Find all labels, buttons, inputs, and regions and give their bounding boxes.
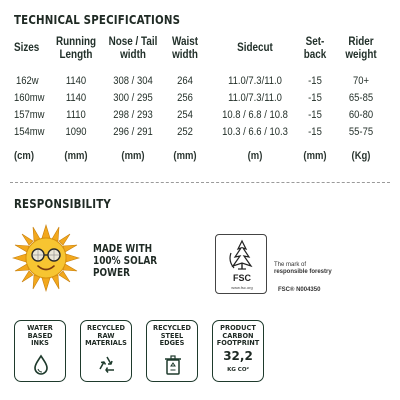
- unit-waist: (mm): [173, 150, 197, 162]
- header-rider-weight: Rider weight: [345, 36, 377, 61]
- unit-running-length: (mm): [64, 150, 88, 162]
- cell-nose-tail: 298 / 293: [113, 109, 153, 121]
- cell-running-length: 1110: [66, 109, 86, 121]
- cell-rider-weight: 60-80: [348, 109, 374, 121]
- fsc-logo: [215, 234, 267, 294]
- fsc-url: www.fsc.org: [231, 285, 253, 290]
- header-nose-tail-width: Nose / Tail width: [108, 36, 158, 61]
- cell-sidecut: 10.8 / 6.8 / 10.8: [222, 109, 288, 121]
- fsc-license-code: FSC® N004350: [278, 287, 321, 293]
- unit-sizes: (cm): [14, 150, 34, 162]
- cell-running-length: 1140: [65, 92, 87, 104]
- cell-sidecut: 11.0/7.3/11.0: [228, 75, 282, 87]
- badge-recycled-raw-materials: [80, 320, 132, 382]
- carbon-footprint-value: 32,2: [223, 349, 253, 363]
- water-drop-icon: [29, 353, 53, 377]
- cell-running-length: 1090: [65, 126, 87, 138]
- carbon-footprint-unit: KG CO²: [227, 367, 249, 373]
- cell-size: 154mw: [14, 126, 45, 138]
- header-setback: Set- back: [303, 36, 327, 61]
- cell-waist: 252: [177, 126, 193, 138]
- unit-setback: (mm): [303, 150, 327, 162]
- fsc-tree-icon: [216, 235, 268, 295]
- recycle-icon: [95, 353, 119, 377]
- unit-nose-tail: (mm): [121, 150, 145, 162]
- header-sidecut: Sidecut: [237, 42, 273, 54]
- cell-sidecut: 10.3 / 6.6 / 10.3: [222, 126, 288, 138]
- solar-line-2: 100% SOLAR: [93, 255, 158, 267]
- badge-label: RECYCLED RAW MATERIALS: [85, 324, 127, 348]
- solar-line-1: MADE WITH: [93, 243, 153, 255]
- cell-waist: 254: [177, 109, 193, 121]
- cell-setback: -15: [308, 75, 322, 87]
- cell-size: 160mw: [14, 92, 45, 104]
- cell-rider-weight: 55-75: [348, 126, 374, 138]
- badge-carbon-footprint: [212, 320, 264, 382]
- technical-specifications-title: TECHNICAL SPECIFICATIONS: [14, 12, 181, 27]
- badge-label: WATER BASED INKS: [27, 324, 53, 348]
- unit-rider-weight: (Kg): [351, 150, 371, 162]
- cell-size: 157mw: [14, 109, 45, 121]
- cell-rider-weight: 65-85: [348, 92, 374, 104]
- badge-label: RECYCLED STEEL EDGES: [153, 324, 191, 348]
- cell-setback: -15: [308, 126, 322, 138]
- cell-size: 162w: [16, 75, 39, 87]
- solar-power-statement: [93, 243, 157, 279]
- sun-mascot-icon: [12, 224, 80, 292]
- badge-recycled-steel-edges: [146, 320, 198, 382]
- fsc-note: [274, 262, 332, 276]
- header-running-length: Running Length: [55, 36, 97, 61]
- unit-sidecut: (m): [247, 150, 263, 162]
- fsc-logo-text: FSC: [233, 273, 251, 283]
- cell-rider-weight: 70+: [352, 75, 370, 87]
- section-divider: [10, 182, 390, 183]
- cell-nose-tail: 300 / 295: [113, 92, 153, 104]
- fsc-note-line-1: The mark of: [274, 262, 307, 268]
- cell-sidecut: 11.0/7.3/11.0: [228, 92, 282, 104]
- fsc-note-line-2: responsible forestry: [274, 269, 332, 275]
- cell-running-length: 1140: [65, 75, 87, 87]
- solar-line-3: POWER: [93, 267, 130, 279]
- cell-waist: 264: [177, 75, 193, 87]
- cell-setback: -15: [308, 109, 322, 121]
- cell-waist: 256: [177, 92, 193, 104]
- cell-nose-tail: 308 / 304: [113, 75, 153, 87]
- badge-label: PRODUCT CARBON FOOTPRINT: [216, 324, 260, 348]
- recycle-bin-icon: [161, 353, 185, 377]
- responsibility-title: RESPONSIBILITY: [14, 196, 111, 211]
- cell-setback: -15: [308, 92, 322, 104]
- header-sizes: Sizes: [14, 42, 40, 54]
- cell-nose-tail: 296 / 291: [113, 126, 153, 138]
- header-waist-width: Waist width: [171, 36, 199, 61]
- badge-water-based-inks: [14, 320, 66, 382]
